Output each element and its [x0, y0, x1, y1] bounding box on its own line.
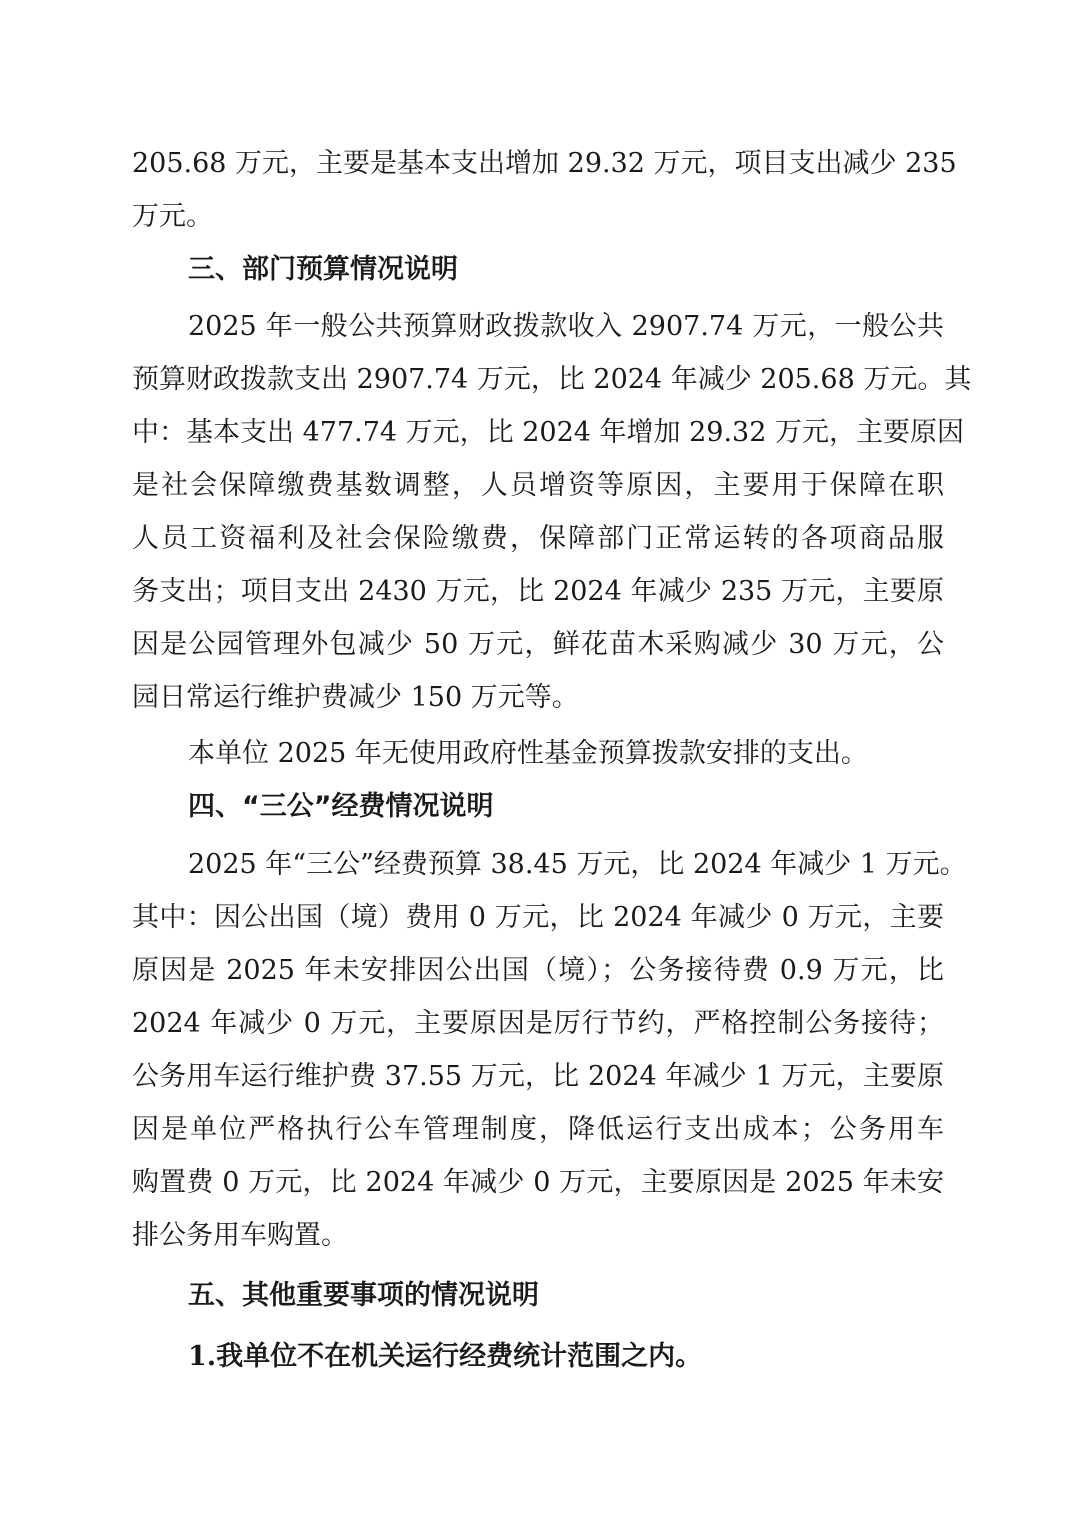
- paragraph-line: 万元。: [132, 201, 213, 232]
- paragraph-line: 本单位 2025 年无使用政府性基金预算拨款安排的支出。: [188, 738, 868, 769]
- section-heading: 四、“三公”经费情况说明: [188, 791, 494, 822]
- paragraph-line: 公务用车运行维护费 37.55 万元，比 2024 年减少 1 万元，主要原: [132, 1061, 944, 1092]
- paragraph-line: 是社会保障缴费基数调整，人员增资等原因，主要用于保障在职: [132, 470, 944, 501]
- paragraph-line: 因是单位严格执行公车管理制度，降低运行支出成本；公务用车: [132, 1114, 944, 1145]
- paragraph-line: 排公务用车购置。: [132, 1220, 348, 1251]
- paragraph-line: 中：基本支出 477.74 万元，比 2024 年增加 29.32 万元，主要原因: [132, 417, 964, 448]
- paragraph-line: 2024 年减少 0 万元，主要原因是厉行节约，严格控制公务接待；: [132, 1008, 944, 1039]
- paragraph-line: 2025 年“三公”经费预算 38.45 万元，比 2024 年减少 1 万元。: [188, 849, 967, 880]
- paragraph-line: 原因是 2025 年未安排因公出国（境）；公务接待费 0.9 万元，比: [132, 955, 944, 986]
- paragraph-line: 园日常运行维护费减少 150 万元等。: [132, 682, 579, 713]
- paragraph-line: 务支出；项目支出 2430 万元，比 2024 年减少 235 万元，主要原: [132, 576, 944, 607]
- paragraph-line: 购置费 0 万元，比 2024 年减少 0 万元，主要原因是 2025 年未安: [132, 1167, 944, 1198]
- numbered-item: 1.我单位不在机关运行经费统计范围之内。: [188, 1341, 703, 1372]
- section-heading: 五、其他重要事项的情况说明: [188, 1280, 539, 1311]
- paragraph-line: 其中：因公出国（境）费用 0 万元，比 2024 年减少 0 万元，主要: [132, 902, 944, 933]
- paragraph-line: 205.68 万元，主要是基本支出增加 29.32 万元，项目支出减少 235: [132, 148, 957, 179]
- paragraph-line: 预算财政拨款支出 2907.74 万元，比 2024 年减少 205.68 万元。其: [132, 364, 972, 395]
- paragraph-line: 人员工资福利及社会保险缴费，保障部门正常运转的各项商品服: [132, 523, 944, 554]
- paragraph-line: 因是公园管理外包减少 50 万元，鲜花苗木采购减少 30 万元，公: [132, 629, 944, 660]
- section-heading: 三、部门预算情况说明: [188, 254, 458, 285]
- paragraph-line: 2025 年一般公共预算财政拨款收入 2907.74 万元，一般公共: [188, 311, 944, 342]
